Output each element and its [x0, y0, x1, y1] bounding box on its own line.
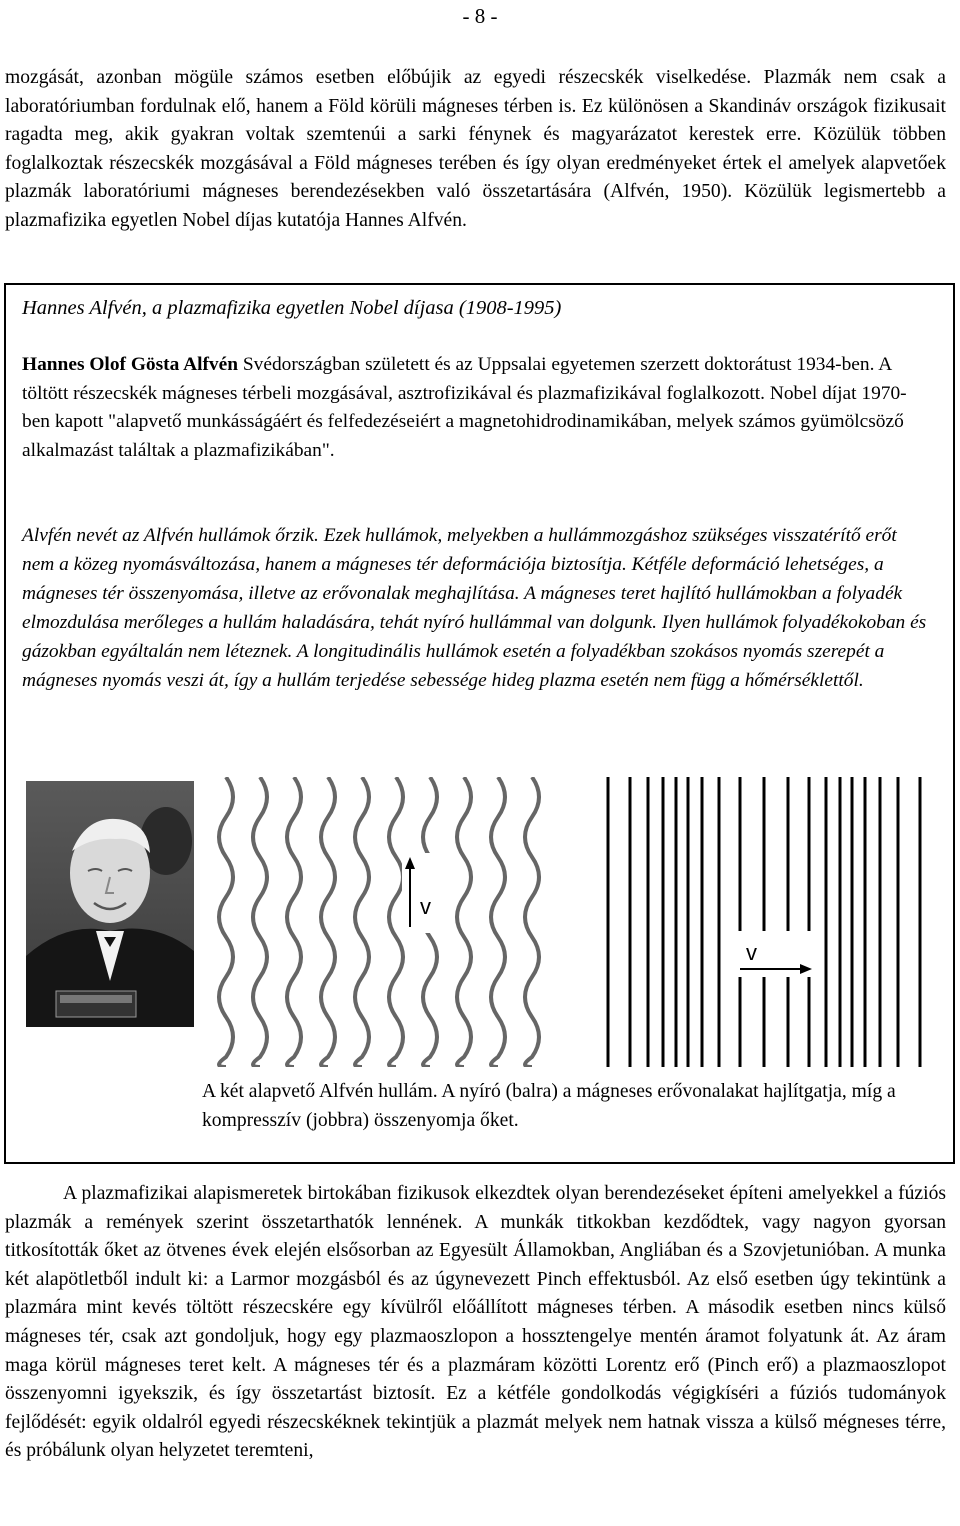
shear-wave-lines [219, 777, 539, 1067]
alfven-portrait [26, 781, 194, 1027]
bio-name: Hannes Olof Gösta Alfvén [22, 354, 239, 375]
page-number: - 8 - [462, 4, 498, 28]
compressional-velocity-label: v [746, 940, 757, 965]
alfven-wave-paragraph: Alvfén nevét az Alfvén hullámok őrzik. Ezek hullámok, melyekben a hullámmozgáshoz szükséges visszatérítő erőt nem a közeg nyomásváltozása, hanem a mágneses tér deformációja biztosítja. Kétféle deformáció lehetséges, a mágneses tér összenyomása, illetve az erővonalak meghajlítása. A mágneses teret hajlító hullámokban a folyadék elmozdulása merőleges a hullám haladására, tehát nyíró hullámmal van dolgunk. Ilyen hullámok folyadékokoban és gázokban egyáltalán nem léteznek. A longitudinális hullámok esetén a folyadékban szokásos nyomás szerepét a mágneses nyomás veszi át, így a hullám terjedése sebessége hideg plazma esetén nem függ a hőmérséklettől. [22, 525, 927, 691]
closing-paragraph: A plazmafizikai alapismeretek birtokában fizikusok elkezdtek olyan berendezéseket építeni amelyekkel a fúziós plazmák a remények szerint összetarthatók lennének. A munkák titkokban kezdődtek, vagy nagyon gyorsan titkosították őket az ötvenes évek elején elsősorban az Egyesült Államokban, Angliában és a Szovjetunióban. A munka két alapötletből indult ki: a Larmor mozgásból és az úgynevezett Pinch effektusból. Az első esetben úgy tekintünk a plazmára mint kevés töltött részecskére egy kívülről előállított mágneses térben. A második esetben nincs külső mágneses tér, csak azt gondoljuk, hogy egy plazmaoszlopon a hossztengelye mentén áramot folyatunk át. Az áram maga körül mágneses teret kelt. A mágneses tér és a plazmáram közötti Lorentz erő (Pinch erő) a plazmaoszlopot összenyomni igyekszik, és így összetartást biztosít. Ez a kétféle gondolkodás végigkíséri a fúziós tudományok fejlődését: egyik oldalról egyedi részecskéknek tekintjük a plazmát melyek nem hatnak vissza a külső mégneses térre, és próbálunk olyan helyzetet teremteni, [5, 1183, 946, 1462]
box-title: Hannes Alfvén, a plazmafizika egyetlen Nobel díjasa (1908-1995) [22, 297, 562, 319]
alfven-waves-diagram [216, 777, 936, 1067]
biography-paragraph [22, 351, 927, 465]
compressional-wave-lines [608, 777, 920, 1067]
bio-text: Svédországban született és az Uppsalai egyetemen szerzett doktorátust 1934-ben. A töltött részecskék mágneses térbeli mozgásával, asztrofizikával és plazmafizikával foglalkozott. Nobel díjat 1970-ben kapott "alapvető munkásságáért és felfedezéseiért a magnetohidrodinamikában, melyek számos gyümölcsöző alkalmazást találtak a plazmafizikában". [22, 354, 907, 461]
alfven-info-box [4, 283, 955, 1164]
intro-paragraph: mozgását, azonban mögüle számos esetben előbújik az egyedi részecskék viselkedése. Plazmák nem csak a laboratóriumban fordulnak elő, hanem a Föld körüli mágneses térben is. Ez különösen a Skandináv országok fizikusait ragadta meg, akik gyakran voltak szemtenúi a sarki fénynek és magyarázatot kerestek erre. Közülük többen foglalkoztak részecskék mozgásával a Föld mágneses terében és így olyan eredményeket értek el amelyek alapvetőek plazmák laboratóriumi mágneses berendezésekben való összetartására (Alfvén, 1950). Közülük legismertebb a plazmafizika egyetlen Nobel díjas kutatója Hannes Alfvén. [5, 67, 946, 231]
figure-caption: A két alapvető Alfvén hullám. A nyíró (balra) a mágneses erővonalakat hajlítgatja, míg a kompresszív (jobbra) összenyomja őket. [202, 1081, 896, 1131]
shear-velocity-label: v [420, 894, 431, 919]
